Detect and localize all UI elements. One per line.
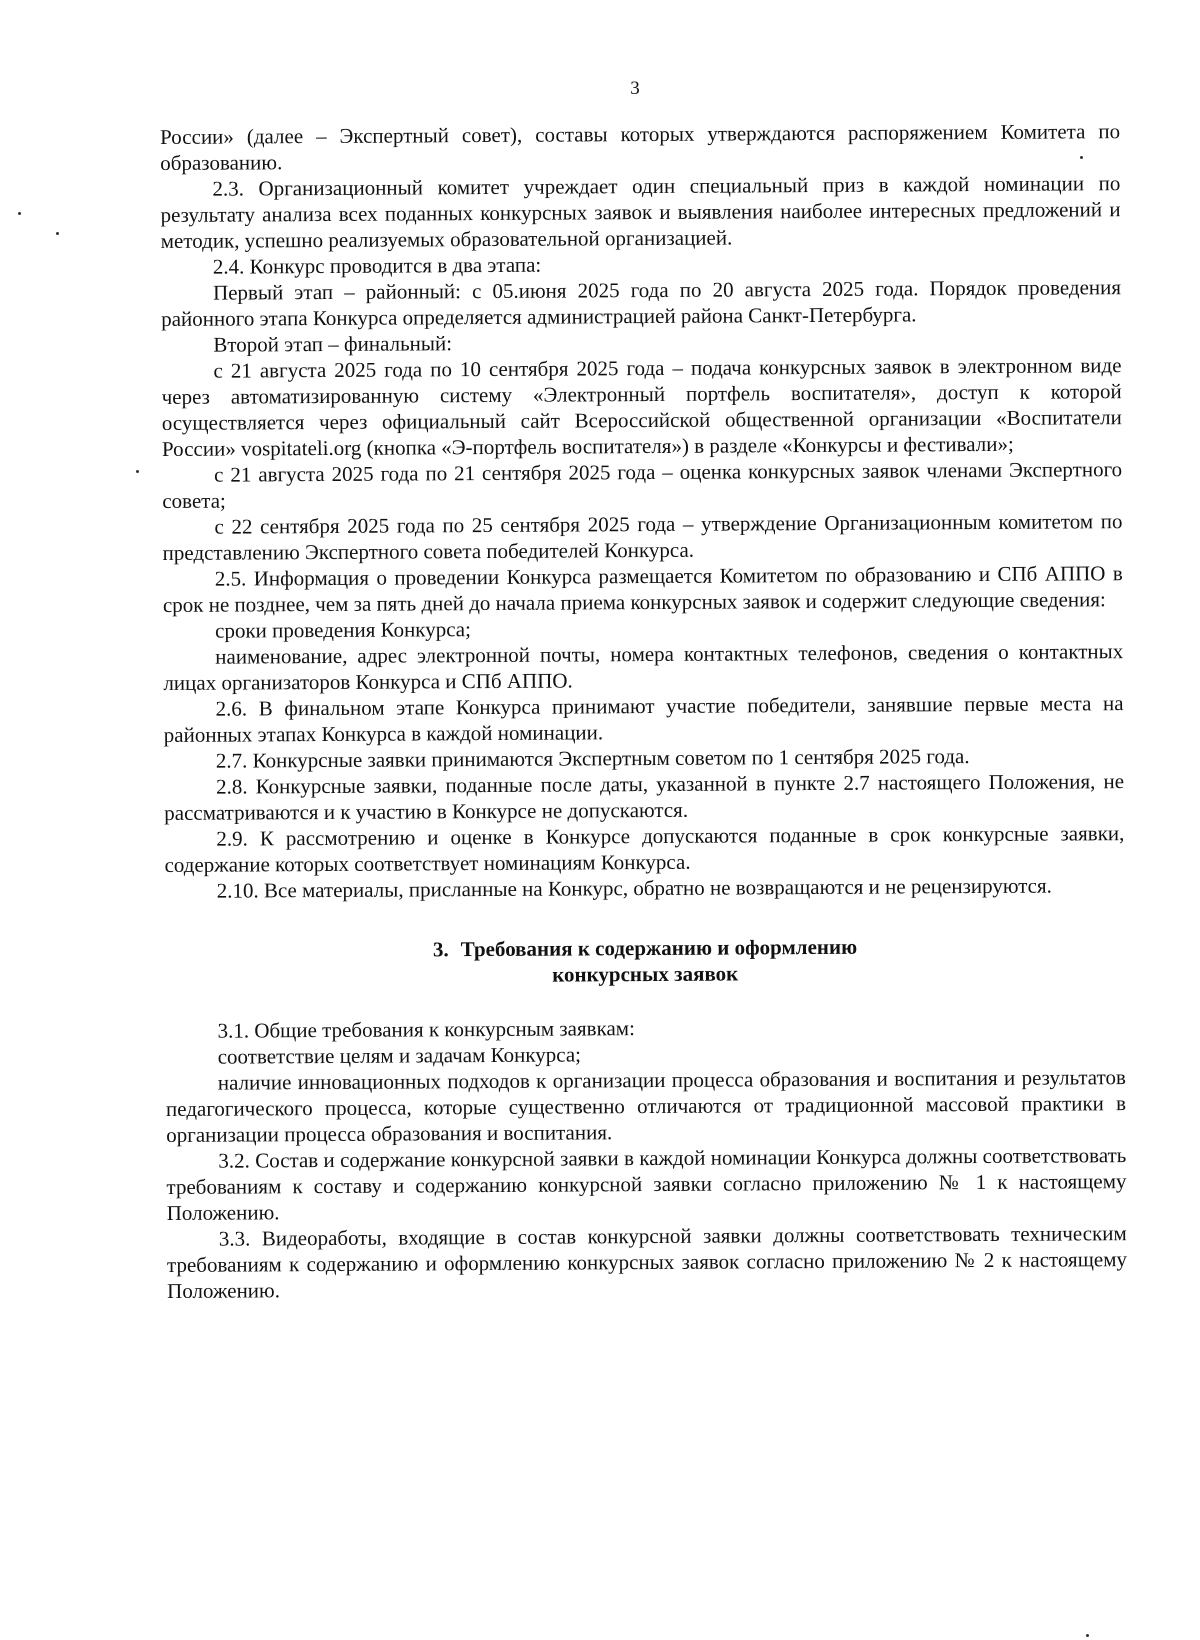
paragraph: с 21 августа 2025 года по 10 сентября 2025 года – подача конкурсных заявок в электронном виде через автоматизированную систему «Электронный портфель воспитателя», доступ к которой осуществляется через официальный сайт Всероссийской общественной организации «Воспитатели России» vospitateli.org (кнопка «Э-портфель воспитателя») в разделе «Конкурсы и фестивали»; (161, 353, 1122, 461)
paragraph: сроки проведения Конкурса; (215, 617, 471, 643)
paragraph: Первый этап – районный: с 05.июня 2025 года по 20 августа 2025 года. Порядок проведения районного этапа Конкурса определяется администрацией района Санкт-Петербурга. (161, 275, 1122, 331)
section-3-number: 3. (432, 937, 449, 962)
paragraph: 2.7. Конкурсные заявки принимаются Экспертным советом по 1 сентября 2025 года. (215, 744, 970, 773)
paragraph: с 21 августа 2025 года по 21 сентября 2025 года – оценка конкурсных заявок членами Экспертного совета; (162, 457, 1123, 513)
paragraph: 2.8. Конкурсные заявки, поданные после даты, указанной в пункте 2.7 настоящего Положения, не рассматриваются и к участию в Конкурсе не допускаются. (164, 769, 1125, 825)
scan-speck (1080, 156, 1083, 159)
paragraph: России» (далее – Экспертный совет), составы которых утверждаются распоряжением Комитета по образованию. (160, 119, 1121, 175)
paragraph: 2.9. К рассмотрению и оценке в Конкурсе допускаются поданные в срок конкурсные заявки, содержание которых соответствует номинациям Конкурса. (164, 821, 1125, 877)
section-3-heading (165, 932, 1125, 990)
paragraph: наличие инновационных подходов к организации процесса образования и воспитания и результатов педагогического процесса, которые существенно отличаются от традиционной массовой практики в организации процесса образования и воспитания. (165, 1065, 1127, 1147)
section-2-body (160, 118, 1125, 904)
paragraph: Второй этап – финальный: (213, 331, 453, 357)
paragraph: 2.6. В финальном этапе Конкурса принимают участие победители, занявшие первые места на районных этапах Конкурса в каждой номинации. (163, 691, 1124, 747)
scan-speck (18, 212, 21, 215)
scan-speck (136, 470, 139, 473)
scan-speck (1086, 1634, 1089, 1637)
paragraph: 3.2. Состав и содержание конкурсной заявки в каждой номинации Конкурса должны соответствовать требованиям к составу и содержанию конкурсной заявки согласно приложению № 1 к настоящему Положению. (166, 1143, 1127, 1225)
page-number: 3 (630, 78, 640, 99)
paragraph: 2.4. Конкурс проводится в два этапа: (212, 252, 542, 279)
scan-speck (56, 232, 59, 235)
section-3-title-line2: конкурсных заявок (552, 961, 739, 987)
paragraph: 3.3. Видеоработы, входящие в состав конкурсной заявки должны соответствовать техническим требованиям к содержанию и оформлению конкурсных заявок согласно приложению № 2 к настоящему Положению. (166, 1221, 1128, 1303)
section-3-body (165, 1012, 1127, 1304)
paragraph: 3.1. Общие требования к конкурсным заявкам: (217, 1016, 635, 1043)
paragraph: 2.10. Все материалы, присланные на Конкурс, обратно не возвращаются и не рецензируются. (216, 873, 1052, 903)
paragraph: с 22 сентября 2025 года по 25 сентября 2025 года – утверждение Организационным комитетом по представлению Экспертного совета победителей Конкурса. (162, 509, 1123, 565)
paragraph: соответствие целям и задачам Конкурса; (217, 1042, 582, 1069)
paragraph: 2.3. Организационный комитет учреждает один специальный приз в каждой номинации по результату анализа всех поданных конкурсных заявок и выявления наиболее интересных предложений и методик, успешно реализуемых образовательной организацией. (160, 171, 1121, 253)
document-body (160, 118, 1127, 1304)
paragraph: 2.5. Информация о проведении Конкурса размещается Комитетом по образованию и СПб АППО в срок не позднее, чем за пять дней до начала приема конкурсных заявок и содержит следующие сведения: (162, 561, 1123, 617)
paragraph: наименование, адрес электронной почты, номера контактных телефонов, сведения о контактных лицах организаторов Конкурса и СПб АППО. (163, 639, 1124, 695)
section-3-title-line1: Требования к содержанию и оформлению (460, 934, 858, 962)
